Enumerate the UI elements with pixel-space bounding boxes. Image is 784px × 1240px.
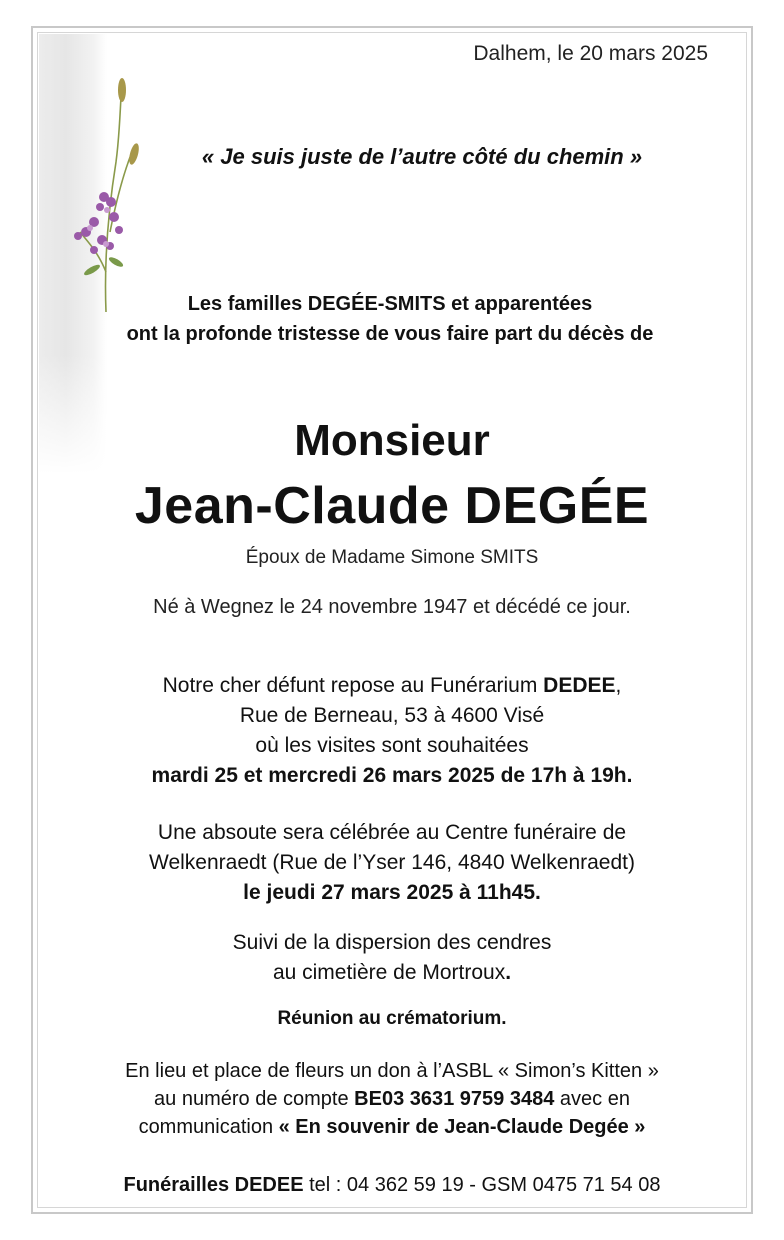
ashes-line-1: Suivi de la dispersion des cendres <box>232 931 552 954</box>
footer-line <box>0 1170 784 1200</box>
visitation-line-1 <box>0 671 784 701</box>
ceremony-block <box>0 818 784 908</box>
visitation-text: Notre cher défunt repose au Funérarium <box>162 674 544 697</box>
ashes-period: . <box>505 961 512 984</box>
donation-line-1: En lieu et place de fleurs un don à l’ASBL « Simon’s Kitten » <box>125 1060 659 1082</box>
funerarium-name: DEDEE <box>543 674 616 697</box>
donation-block <box>0 1057 784 1141</box>
intro-text <box>0 289 782 349</box>
visitation-comma: , <box>615 674 622 697</box>
visitation-block <box>0 671 784 791</box>
ceremony-line-2: Welkenraedt (Rue de l’Yser 146, 4840 Welkenraedt) <box>149 851 635 874</box>
reunion-line: Réunion au crématorium. <box>277 1008 507 1029</box>
visitation-line-3: où les visites sont souhaitées <box>255 734 529 757</box>
visitation-line-4: mardi 25 et mercredi 26 mars 2025 de 17h à 19h. <box>151 764 633 787</box>
birth-line: Né à Wegnez le 24 novembre 1947 et décédé ce jour. <box>153 596 631 618</box>
communication-text: « En souvenir de Jean-Claude Degée » <box>278 1116 646 1138</box>
ceremony-line-3: le jeudi 27 mars 2025 à 11h45. <box>243 881 541 904</box>
intro-line-1: Les familles DEGÉE-SMITS et apparentées <box>187 293 593 315</box>
ashes-line-2 <box>0 958 784 988</box>
funeral-company: Funérailles DEDEE <box>123 1174 304 1196</box>
flower-icon <box>64 72 154 322</box>
contact-phones: tel : 04 362 59 19 - GSM 0475 71 54 08 <box>303 1174 661 1196</box>
ashes-text: au cimetière de Mortroux <box>272 961 506 984</box>
intro-line-2: ont la profonde tristesse de vous faire part du décès de <box>126 323 654 345</box>
donation-line-3 <box>0 1113 784 1141</box>
ashes-block <box>0 928 784 988</box>
deceased-title: Monsieur <box>294 416 490 465</box>
communication-label: communication <box>138 1116 279 1138</box>
ceremony-line-1: Une absoute sera célébrée au Centre funéraire de <box>157 821 627 844</box>
donation-text-post: avec en <box>554 1088 630 1110</box>
quote: « Je suis juste de l’autre côté du chemin » <box>201 144 643 169</box>
date-line: Dalhem, le 20 mars 2025 <box>473 42 708 65</box>
spouse-line: Époux de Madame Simone SMITS <box>245 547 539 568</box>
account-number: BE03 3631 9759 3484 <box>354 1088 555 1110</box>
visitation-line-2: Rue de Berneau, 53 à 4600 Visé <box>239 704 545 727</box>
donation-text: au numéro de compte <box>154 1088 355 1110</box>
deceased-name: Jean-Claude DEGÉE <box>134 477 650 535</box>
donation-line-2 <box>0 1085 784 1113</box>
